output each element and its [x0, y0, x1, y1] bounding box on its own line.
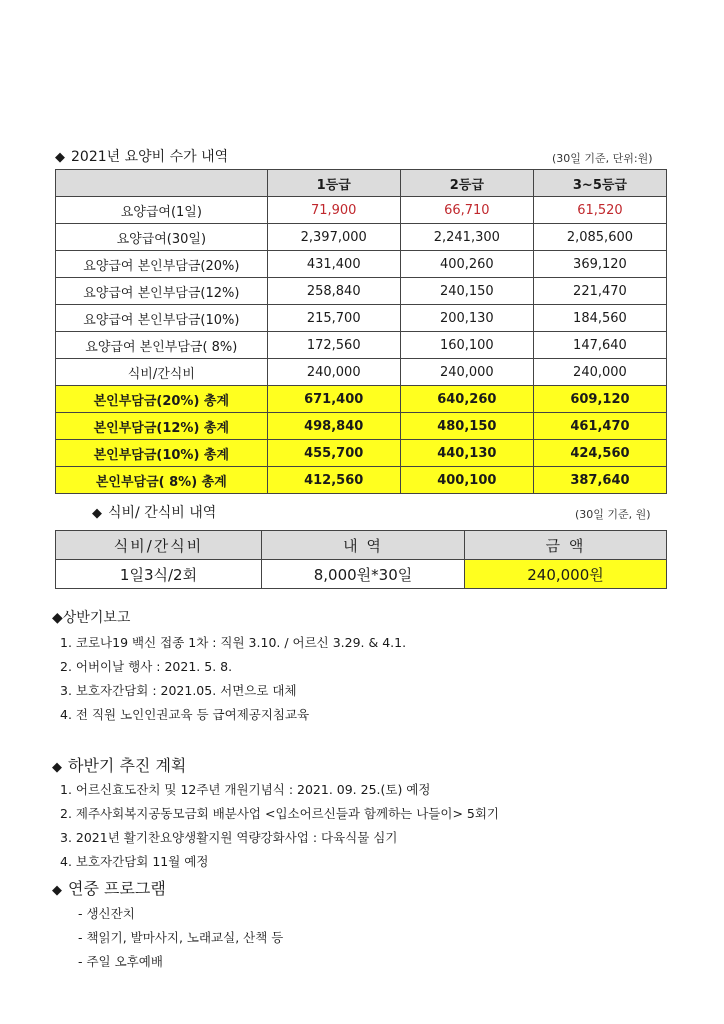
table-row: [56, 251, 667, 278]
cell-value: 455,700: [267, 440, 400, 467]
table-row: [56, 224, 667, 251]
column-header: 금 액: [465, 531, 667, 560]
row-label: 본인부담금(10%) 총계: [56, 440, 268, 467]
row-label: 본인부담금( 8%) 총계: [56, 467, 268, 494]
cell-value: 424,560: [533, 440, 666, 467]
cell-value: 461,470: [533, 413, 666, 440]
table-row: [56, 197, 667, 224]
cell-value: 172,560: [267, 332, 400, 359]
cell-value: 480,150: [400, 413, 533, 440]
row-label: 요양급여 본인부담금(10%): [56, 305, 268, 332]
cell-value: 387,640: [533, 467, 666, 494]
cell-value: 240,150: [400, 278, 533, 305]
section4-title: 하반기 추진 계획: [68, 756, 187, 775]
cell-value: 2,241,300: [400, 224, 533, 251]
table-row: [56, 305, 667, 332]
cell-value: 71,900: [267, 197, 400, 224]
meal-cost-table: [55, 530, 667, 589]
cell-value: 2,397,000: [267, 224, 400, 251]
care-fee-table: [55, 169, 667, 494]
table-header-row: [56, 531, 667, 560]
table-row: [56, 278, 667, 305]
section4-header: [52, 753, 186, 776]
cell-value: 240,000: [400, 359, 533, 386]
list-item: 1. 어르신효도잔치 및 12주년 개원기념식 : 2021. 09. 25.(토) 예정: [60, 782, 431, 797]
first-half-report-list: [60, 631, 406, 727]
corner-header-cell: [56, 170, 268, 197]
column-header: 식비/간식비: [56, 531, 262, 560]
cell-value: 1일3식/2회: [56, 560, 262, 589]
cell-value: 221,470: [533, 278, 666, 305]
cell-value: 184,560: [533, 305, 666, 332]
row-label: 요양급여 본인부담금(12%): [56, 278, 268, 305]
column-header: 3~5등급: [533, 170, 666, 197]
cell-value: 66,710: [400, 197, 533, 224]
cell-value: 160,100: [400, 332, 533, 359]
cell-value: 671,400: [267, 386, 400, 413]
row-label: 요양급여 본인부담금(20%): [56, 251, 268, 278]
diamond-bullet-icon: ◆: [52, 760, 62, 775]
total-row: [56, 386, 667, 413]
diamond-bullet-icon: ◆: [52, 883, 62, 898]
section2-note: (30일 기준, 원): [575, 508, 651, 521]
cell-value: 240,000: [533, 359, 666, 386]
cell-value: 61,520: [533, 197, 666, 224]
cell-value: 400,260: [400, 251, 533, 278]
cell-value: 640,260: [400, 386, 533, 413]
diamond-bullet-icon: ◆: [55, 150, 65, 165]
row-label: 본인부담금(20%) 총계: [56, 386, 268, 413]
row-label: 요양급여 본인부담금( 8%): [56, 332, 268, 359]
cell-value: 240,000원: [465, 560, 667, 589]
list-item: - 주일 오후예배: [78, 954, 163, 969]
total-row: [56, 467, 667, 494]
row-label: 본인부담금(12%) 총계: [56, 413, 268, 440]
row-label: 요양급여(1일): [56, 197, 268, 224]
table-row: [56, 332, 667, 359]
cell-value: 240,000: [267, 359, 400, 386]
table-row: [56, 560, 667, 589]
yearly-program-list: [78, 902, 283, 974]
cell-value: 369,120: [533, 251, 666, 278]
list-item: 2. 어버이날 행사 : 2021. 5. 8.: [60, 659, 233, 674]
cell-value: 400,100: [400, 467, 533, 494]
row-label: 식비/간식비: [56, 359, 268, 386]
cell-value: 258,840: [267, 278, 400, 305]
cell-value: 498,840: [267, 413, 400, 440]
section5-header: [52, 876, 166, 899]
list-item: 3. 보호자간담회 : 2021.05. 서면으로 대체: [60, 683, 297, 698]
cell-value: 440,130: [400, 440, 533, 467]
list-item: 3. 2021년 활기찬요양생활지원 역량강화사업 : 다육식물 심기: [60, 830, 398, 845]
table-header-row: [56, 170, 667, 197]
diamond-bullet-icon: ◆: [92, 506, 102, 521]
table-row: [56, 359, 667, 386]
cell-value: 147,640: [533, 332, 666, 359]
list-item: - 생신잔치: [78, 906, 135, 921]
cell-value: 412,560: [267, 467, 400, 494]
section2-title: 식비/ 간식비 내역: [108, 505, 217, 521]
second-half-plan-list: [60, 778, 499, 874]
total-row: [56, 413, 667, 440]
cell-value: 200,130: [400, 305, 533, 332]
section1-title: 2021년 요양비 수가 내역: [71, 149, 229, 165]
column-header: 내 역: [262, 531, 465, 560]
total-row: [56, 440, 667, 467]
row-label: 요양급여(30일): [56, 224, 268, 251]
diamond-bullet-icon: ◆: [52, 610, 63, 626]
cell-value: 2,085,600: [533, 224, 666, 251]
cell-value: 609,120: [533, 386, 666, 413]
cell-value: 8,000원*30일: [262, 560, 465, 589]
section5-title: 연중 프로그램: [68, 879, 166, 898]
section2-header: [92, 502, 216, 522]
section1-header: [55, 146, 228, 166]
cell-value: 431,400: [267, 251, 400, 278]
section1-note: (30일 기준, 단위:원): [552, 152, 653, 165]
list-item: 4. 전 직원 노인인권교육 등 급여제공지침교육: [60, 707, 310, 722]
cell-value: 215,700: [267, 305, 400, 332]
section3-title: 상반기보고: [62, 610, 131, 626]
list-item: 1. 코로나19 백신 접종 1차 : 직원 3.10. / 어르신 3.29. & 4.1.: [60, 635, 407, 650]
list-item: 4. 보호자간담회 11월 예정: [60, 854, 209, 869]
list-item: 2. 제주사회복지공동모금회 배분사업 <입소어르신들과 함께하는 나들이> 5회기: [60, 806, 499, 821]
section3-header: [52, 607, 130, 627]
column-header: 1등급: [267, 170, 400, 197]
column-header: 2등급: [400, 170, 533, 197]
list-item: - 책읽기, 발마사지, 노래교실, 산책 등: [78, 930, 284, 945]
